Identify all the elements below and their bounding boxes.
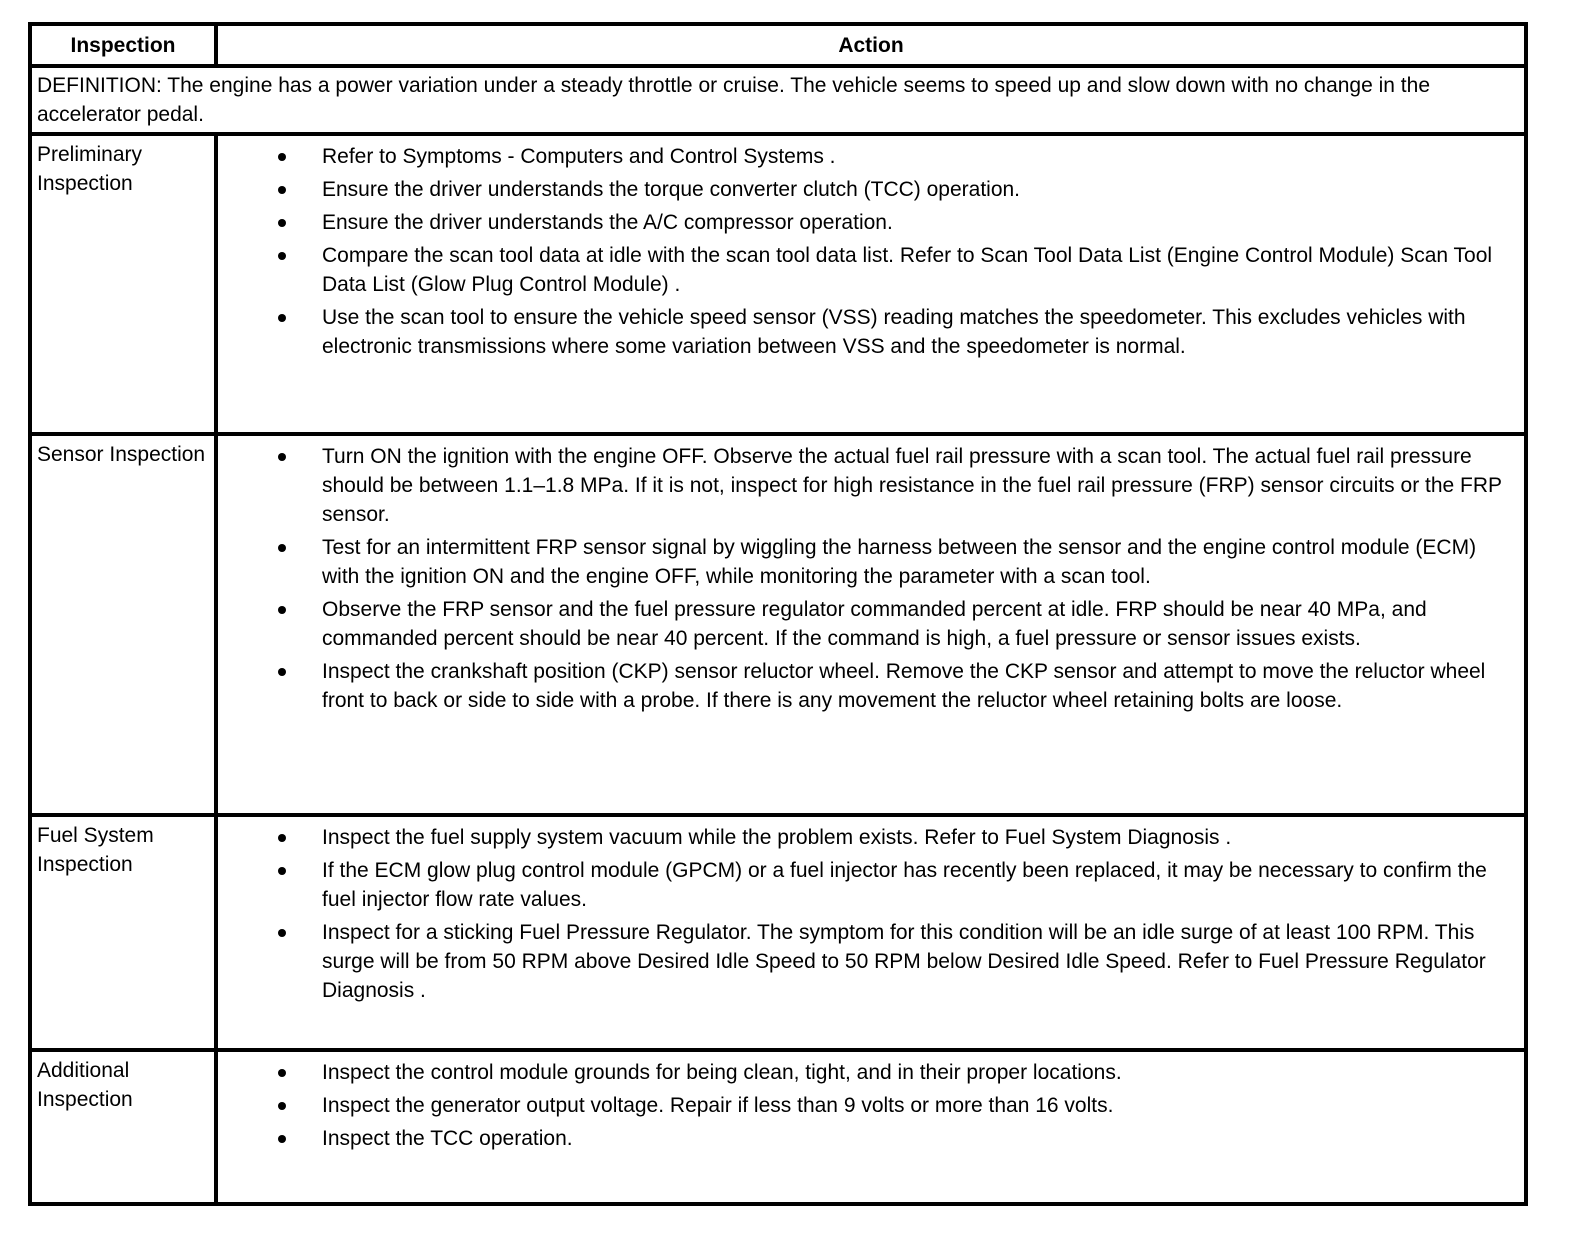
action-item — [218, 1124, 1518, 1153]
action-item — [218, 657, 1518, 715]
action-item — [218, 1091, 1518, 1120]
bullet-icon — [278, 153, 286, 161]
inspection-label: Preliminary Inspection — [30, 134, 216, 434]
table-row — [30, 134, 1526, 434]
action-item — [218, 442, 1518, 529]
action-item — [218, 1058, 1518, 1087]
action-item — [218, 856, 1518, 914]
action-list — [218, 1058, 1518, 1153]
action-text: Inspect for a sticking Fuel Pressure Regulator. The symptom for this condition will be an idle surge of at least 100 RPM. This surge will be from 50 RPM above Desired Idle Speed to 50 RPM below Desired Idle Speed. Refer to Fuel Pressure Regulator Diagnosis . — [322, 921, 1486, 1002]
action-cell — [216, 815, 1526, 1050]
action-item — [218, 208, 1518, 237]
table-row — [30, 1050, 1526, 1204]
action-text: Inspect the generator output voltage. Repair if less than 9 volts or more than 16 volts. — [322, 1094, 1114, 1117]
bullet-icon — [278, 453, 286, 461]
bullet-icon — [278, 867, 286, 875]
bullet-icon — [278, 219, 286, 227]
action-cell — [216, 434, 1526, 815]
action-item — [218, 595, 1518, 653]
bullet-icon — [278, 929, 286, 937]
bullet-icon — [278, 252, 286, 260]
action-text: Use the scan tool to ensure the vehicle speed sensor (VSS) reading matches the speedometer. This excludes vehicles with electronic transmissions where some variation between VSS and the speedometer is normal. — [322, 306, 1466, 358]
action-item — [218, 303, 1518, 361]
action-text: Inspect the fuel supply system vacuum while the problem exists. Refer to Fuel System Diagnosis . — [322, 826, 1232, 849]
action-text: If the ECM glow plug control module (GPCM) or a fuel injector has recently been replaced, it may be necessary to confirm the fuel injector flow rate values. — [322, 859, 1487, 911]
inspection-label: Sensor Inspection — [30, 434, 216, 815]
action-text: Compare the scan tool data at idle with the scan tool data list. Refer to Scan Tool Data List (Engine Control Module) Scan Tool Data List (Glow Plug Control Module) . — [322, 244, 1493, 296]
header-row — [30, 24, 1526, 66]
definition-text: DEFINITION: The engine has a power variation under a steady throttle or cruise. The vehicle seems to speed up and slow down with no change in the accelerator pedal. — [30, 66, 1526, 134]
action-text: Test for an intermittent FRP sensor signal by wiggling the harness between the sensor and the engine control module (ECM) with the ignition ON and the engine OFF, while monitoring the parameter with a scan tool. — [322, 536, 1477, 588]
action-item — [218, 823, 1518, 852]
bullet-icon — [278, 314, 286, 322]
action-text: Turn ON the ignition with the engine OFF. Observe the actual fuel rail pressure with a scan tool. The actual fuel rail pressure should be between 1.1–1.8 MPa. If it is not, inspect for high resistance in the fuel rail pressure (FRP) sensor circuits or the FRP sensor. — [322, 445, 1502, 526]
action-text: Inspect the TCC operation. — [322, 1127, 573, 1150]
action-cell — [216, 134, 1526, 434]
bullet-icon — [278, 834, 286, 842]
action-text: Refer to Symptoms - Computers and Control Systems . — [322, 145, 836, 168]
action-text: Observe the FRP sensor and the fuel pressure regulator commanded percent at idle. FRP should be near 40 MPa, and commanded percent should be near 40 percent. If the command is high, a fuel pressure or sensor issues exists. — [322, 598, 1427, 650]
table-row — [30, 815, 1526, 1050]
header-action: Action — [216, 24, 1526, 66]
action-item — [218, 241, 1518, 299]
action-text: Inspect the crankshaft position (CKP) sensor reluctor wheel. Remove the CKP sensor and attempt to move the reluctor wheel front to back or side to side with a probe. If there is any movement the reluctor wheel retaining bolts are loose. — [322, 660, 1486, 712]
inspection-label: Fuel System Inspection — [30, 815, 216, 1050]
table-row — [30, 434, 1526, 815]
bullet-icon — [278, 1069, 286, 1077]
bullet-icon — [278, 1135, 286, 1143]
action-item — [218, 533, 1518, 591]
action-text: Ensure the driver understands the torque converter clutch (TCC) operation. — [322, 178, 1021, 201]
action-item — [218, 175, 1518, 204]
action-list — [218, 442, 1518, 715]
action-text: Inspect the control module grounds for being clean, tight, and in their proper locations. — [322, 1061, 1122, 1084]
action-text: Ensure the driver understands the A/C compressor operation. — [322, 211, 893, 234]
bullet-icon — [278, 1102, 286, 1110]
bullet-icon — [278, 544, 286, 552]
diagnostic-table — [28, 22, 1528, 1206]
action-cell — [216, 1050, 1526, 1204]
definition-row — [30, 66, 1526, 134]
action-list — [218, 142, 1518, 361]
bullet-icon — [278, 186, 286, 194]
bullet-icon — [278, 668, 286, 676]
bullet-icon — [278, 606, 286, 614]
inspection-label: Additional Inspection — [30, 1050, 216, 1204]
header-inspection: Inspection — [30, 24, 216, 66]
action-list — [218, 823, 1518, 1005]
action-item — [218, 918, 1518, 1005]
action-item — [218, 142, 1518, 171]
